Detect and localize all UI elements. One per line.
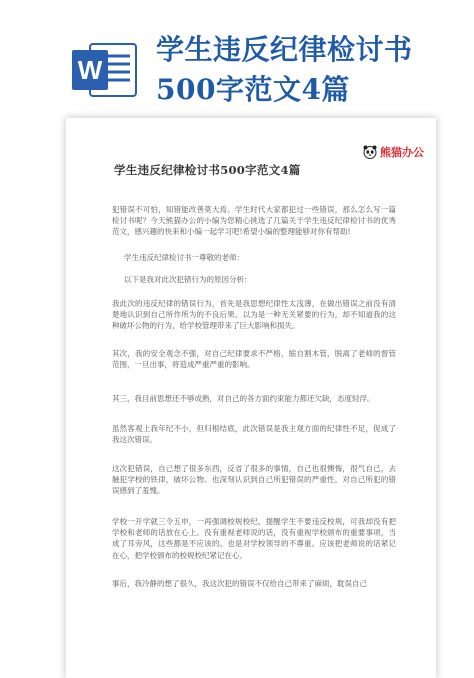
watermark: ​	[261, 268, 271, 287]
paragraph: 这次犯错误，自己想了很多东西，反省了很多的事情，自己也很懊悔，很气自己，去触犯学校的铁律，破坏公物。也深刻认识到自己所犯错误的严重性，对自己所犯的错误感到了羞愧。	[112, 464, 396, 496]
document-page	[66, 118, 436, 678]
panda-icon	[363, 145, 377, 159]
paragraph: 事后，我冷静的想了很久，我这次犯的错误不仅给自己带来了麻烦，耽误自己	[112, 579, 367, 588]
header	[0, 0, 474, 130]
logo-text: 熊猫办公	[380, 146, 424, 159]
document-title: 学生违反纪律检讨书500字范文4篇	[114, 163, 301, 177]
word-icon-letter: W	[77, 55, 103, 85]
logo	[363, 144, 424, 160]
paragraph: 其次，我的安全观念不强，对自己纪律要求不严格，缩自割木管，脱离了老师的督管范围，一旦出事，将造成严重严重的影响。	[112, 349, 396, 370]
paragraph: 学校一开学就三令五申，一再强调校规校纪，提醒学生不要违反校规，可我却没有把学校和老师的话放在心上。没有重视老师说的话，没有重视学校颁布的重要事项，当成了耳旁风，这些都是不应该的。也是对学校领导的不尊重。应该把老师说的话紧记在心，把学校颁布的校规校纪紧记在心。	[112, 517, 396, 560]
paragraph: 以下是我对此次犯错行为的原因分析：	[124, 275, 252, 284]
page-title: 学生违反纪律检讨书500字范文4篇	[156, 33, 413, 106]
paragraph: 虽然客观上我年纪不小，但归根结底，此次错误是我主观方面的纪律性不足，促成了我这次错误。	[112, 424, 396, 445]
paragraph: 其三，我目前思想还不够成熟，对自己的各方面约束能力都还欠缺，态度轻浮。	[112, 394, 375, 403]
word-document-icon	[70, 40, 140, 100]
paragraph: 我此次的违反纪律的错误行为，首先是我思想纪律性太浅薄，在做出错误之前没有清楚地认识到自己所作所为的不良后果。以为是一种无关紧要的行为，却不知道我的这种破坏公物的行为，给学校管理带来了巨大影响和损失。	[112, 299, 396, 331]
paragraph: 学生违反纪律检讨书一尊敬的老师：	[124, 253, 244, 262]
paragraph: 犯错误不可怕，知错能改善莫大焉。学生时代大家都犯过一些错误，那么怎么写一篇检讨书呢？今天熊猫办公的小编为您精心挑选了几篇关于学生违反纪律检讨书的优秀范文，感兴趣的快来和小编一起学习吧!希望小编的整理能够对你有帮助!	[112, 205, 396, 237]
